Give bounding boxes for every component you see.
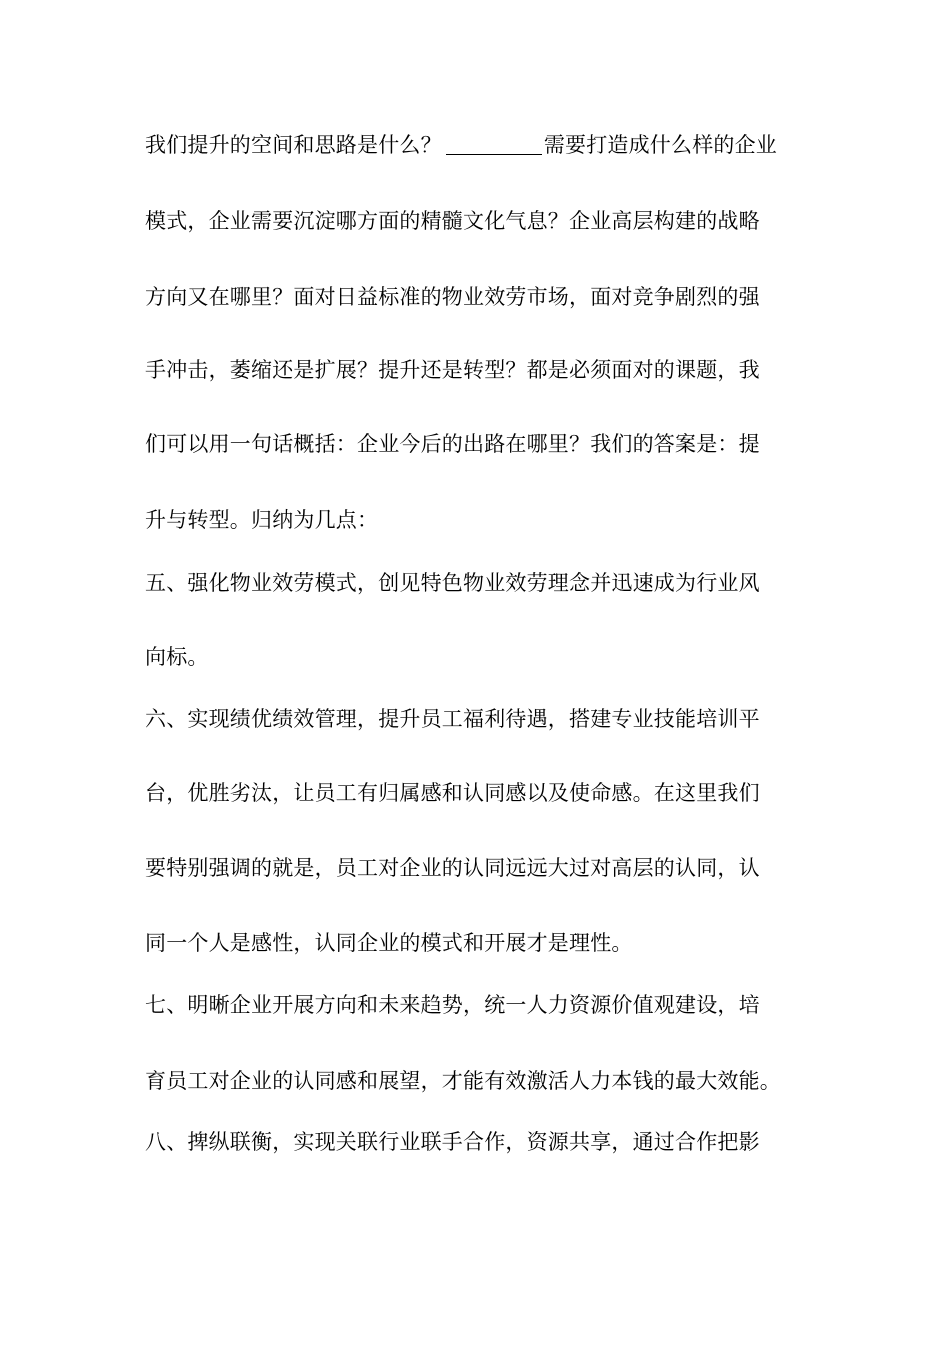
text-line: 台，优胜劣汰，让员工有归属感和认同感以及使命感。在这里我们 bbox=[145, 781, 760, 805]
text-line: 向标。 bbox=[145, 645, 209, 669]
text-line: 手冲击，萎缩还是扩展？提升还是转型？都是必须面对的课题，我 bbox=[145, 358, 760, 382]
fill-in-blank bbox=[446, 132, 542, 155]
text-line: 同一个人是感性，认同企业的模式和开展才是理性。 bbox=[145, 931, 633, 955]
text-line: 们可以用一句话概括：企业今后的出路在哪里？我们的答案是：提 bbox=[145, 432, 760, 456]
text-line: 七、明晰企业开展方向和未来趋势，统一人力资源价值观建设，培 bbox=[145, 993, 760, 1017]
text-segment: 我们提升的空间和思路是什么？ bbox=[145, 133, 442, 157]
text-line bbox=[145, 130, 815, 160]
text-line: 六、实现绩优绩效管理，提升员工福利待遇，搭建专业技能培训平 bbox=[145, 707, 760, 731]
text-segment: 需要打造成什么样的企业 bbox=[543, 133, 778, 157]
text-line: 八、捭纵联衡，实现关联行业联手合作，资源共享，通过合作把影 bbox=[145, 1130, 760, 1154]
text-line: 升与转型。归纳为几点： bbox=[145, 508, 379, 532]
text-line: 要特别强调的就是，员工对企业的认同远远大过对高层的认同，认 bbox=[145, 856, 760, 880]
text-line: 五、强化物业效劳模式，创见特色物业效劳理念并迅速成为行业风 bbox=[145, 571, 760, 595]
text-line: 方向又在哪里？面对日益标准的物业效劳市场，面对竞争剧烈的强 bbox=[145, 285, 760, 309]
text-line: 模式，企业需要沉淀哪方面的精髓文化气息？企业高层构建的战略 bbox=[145, 209, 760, 233]
text-line: 育员工对企业的认同感和展望，才能有效激活人力本钱的最大效能。 bbox=[145, 1069, 781, 1093]
